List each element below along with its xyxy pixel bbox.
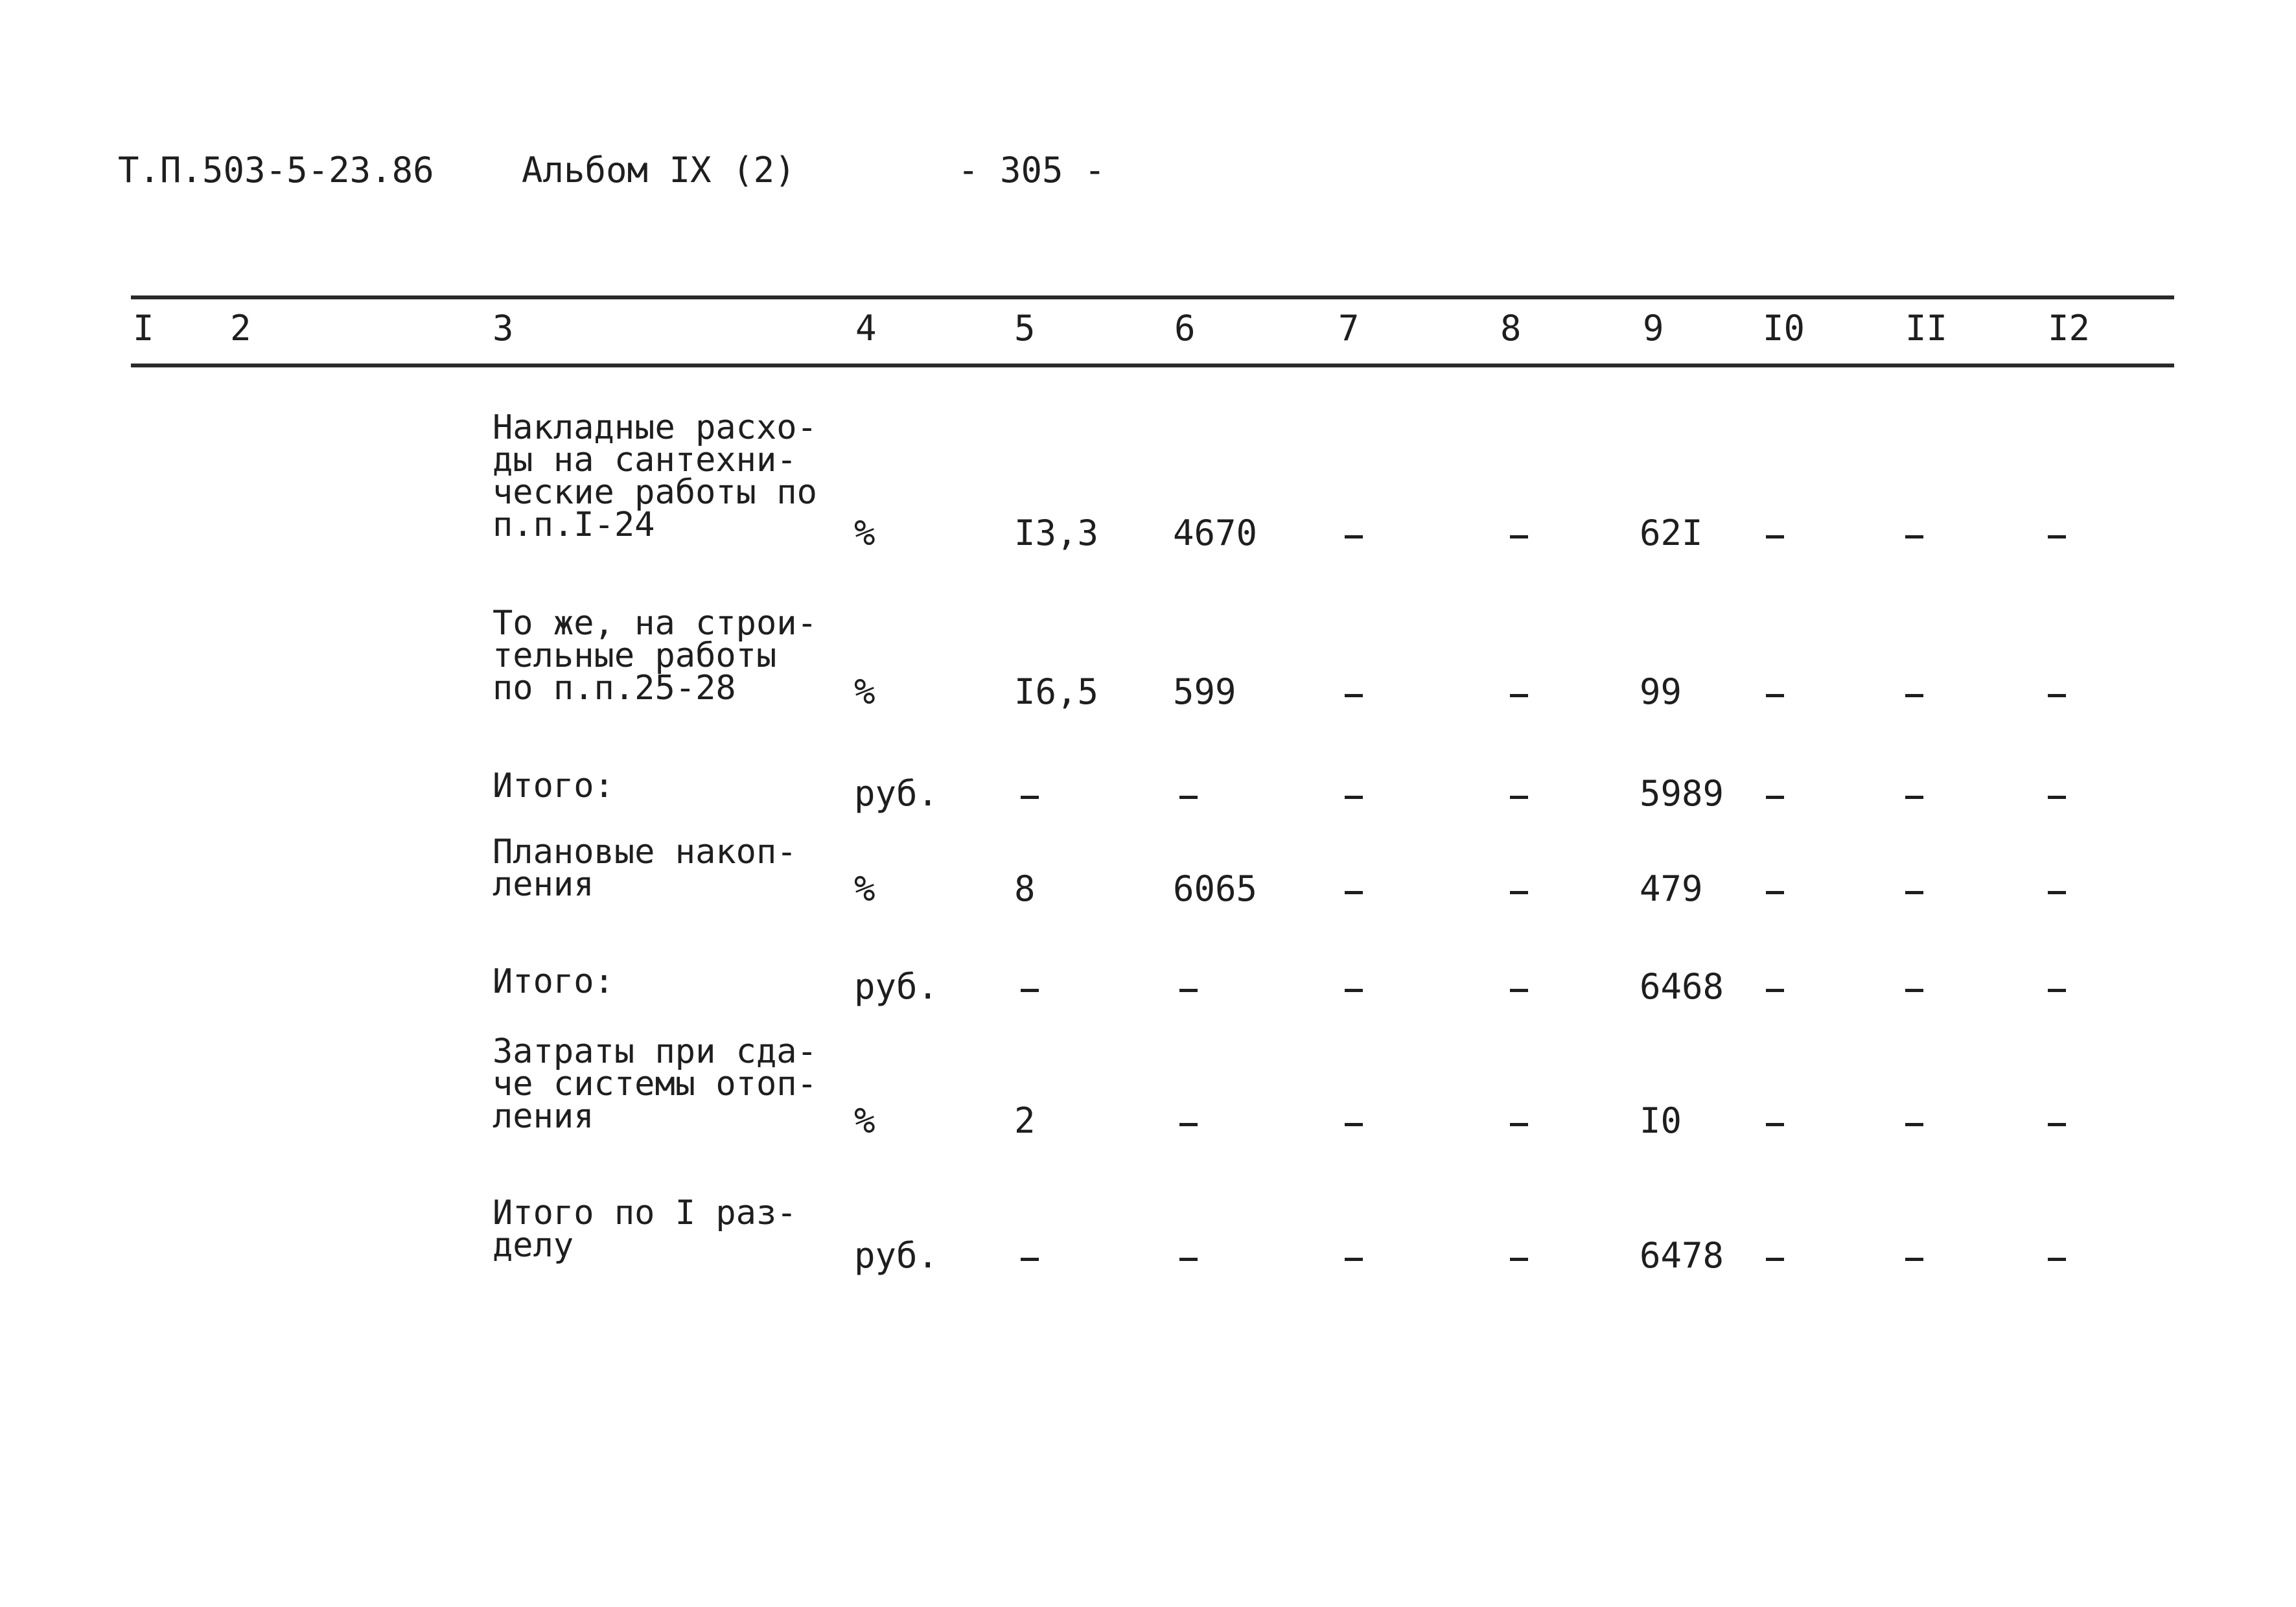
row-dash-c7 [1345, 694, 1363, 697]
row-dash-c11 [1905, 796, 1923, 799]
row-dash-c7 [1345, 891, 1363, 894]
row-value-c9: 99 [1640, 671, 1682, 712]
row-dash-c8 [1510, 796, 1528, 799]
row-dash-c6 [1179, 989, 1198, 992]
row-value-c6: 4670 [1173, 513, 1258, 553]
row-dash-c10 [1766, 891, 1784, 894]
row-unit: % [854, 513, 875, 553]
row-dash-c8 [1510, 1258, 1528, 1261]
row-unit: руб. [854, 773, 939, 814]
row-dash-c7 [1345, 796, 1363, 799]
row-dash-c11 [1905, 535, 1923, 538]
row-description: Затраты при сда- че системы отоп- ления [493, 1032, 817, 1136]
row-value-c9: 5989 [1640, 773, 1724, 814]
row-description: Итого: [493, 767, 614, 805]
row-unit: % [854, 1100, 875, 1141]
album-label: Альбом IX (2) [522, 150, 796, 191]
page-number: - 305 - [958, 150, 1106, 191]
row-dash-c12 [2048, 1258, 2066, 1261]
row-value-c5: 2 [1014, 1100, 1036, 1141]
row-description: Итого: [493, 962, 614, 1001]
row-dash-c10 [1766, 1123, 1784, 1126]
row-dash-c12 [2048, 694, 2066, 697]
row-dash-c10 [1766, 796, 1784, 799]
column-header-3: 3 [493, 308, 514, 349]
row-dash-c7 [1345, 989, 1363, 992]
column-header-4: 4 [855, 308, 877, 349]
row-value-c9: 6478 [1640, 1235, 1724, 1276]
column-header-2: 2 [230, 308, 251, 349]
row-value-c9: 6468 [1640, 966, 1724, 1007]
column-header-11: II [1905, 308, 1948, 349]
column-header-10: I0 [1763, 308, 1805, 349]
row-dash-c12 [2048, 989, 2066, 992]
row-unit: руб. [854, 1235, 939, 1276]
row-unit: руб. [854, 966, 939, 1007]
row-unit: % [854, 868, 875, 909]
row-value-c6: 6065 [1173, 868, 1258, 909]
row-dash-c5 [1021, 796, 1039, 799]
row-description: Итого по I раз- делу [493, 1194, 797, 1265]
row-value-c9: 62I [1640, 513, 1703, 553]
row-dash-c11 [1905, 694, 1923, 697]
row-dash-c5 [1021, 1258, 1039, 1261]
row-description: То же, на строи- тельные работы по п.п.25-28 [493, 604, 817, 708]
row-description: Плановые накоп- ления [493, 833, 797, 904]
table-top-rule [131, 295, 2174, 299]
row-description: Накладные расхо- ды на сантехни- ческие работы по п.п.I-24 [493, 408, 817, 544]
row-value-c6: 599 [1173, 671, 1236, 712]
row-value-c9: I0 [1640, 1100, 1682, 1141]
row-dash-c10 [1766, 694, 1784, 697]
column-header-12: I2 [2048, 308, 2091, 349]
row-dash-c6 [1179, 796, 1198, 799]
row-dash-c7 [1345, 1258, 1363, 1261]
row-dash-c6 [1179, 1123, 1198, 1126]
row-dash-c10 [1766, 1258, 1784, 1261]
row-value-c9: 479 [1640, 868, 1703, 909]
row-dash-c8 [1510, 989, 1528, 992]
row-dash-c7 [1345, 535, 1363, 538]
row-dash-c8 [1510, 694, 1528, 697]
row-value-c5: I6,5 [1014, 671, 1099, 712]
row-dash-c10 [1766, 989, 1784, 992]
row-dash-c8 [1510, 535, 1528, 538]
row-dash-c12 [2048, 1123, 2066, 1126]
row-dash-c10 [1766, 535, 1784, 538]
row-dash-c12 [2048, 891, 2066, 894]
table-header-bottom-rule [131, 364, 2174, 367]
column-header-1: I [133, 308, 154, 349]
row-dash-c11 [1905, 989, 1923, 992]
row-dash-c6 [1179, 1258, 1198, 1261]
row-dash-c5 [1021, 989, 1039, 992]
row-dash-c7 [1345, 1123, 1363, 1126]
row-dash-c8 [1510, 891, 1528, 894]
row-dash-c11 [1905, 1258, 1923, 1261]
row-dash-c11 [1905, 891, 1923, 894]
document-code: Т.П.503-5-23.86 [118, 150, 434, 191]
row-unit: % [854, 671, 875, 712]
row-value-c5: 8 [1014, 868, 1036, 909]
row-value-c5: I3,3 [1014, 513, 1099, 553]
row-dash-c8 [1510, 1123, 1528, 1126]
row-dash-c12 [2048, 535, 2066, 538]
column-header-9: 9 [1643, 308, 1664, 349]
column-header-5: 5 [1014, 308, 1036, 349]
column-header-8: 8 [1500, 308, 1522, 349]
row-dash-c12 [2048, 796, 2066, 799]
row-dash-c11 [1905, 1123, 1923, 1126]
column-header-7: 7 [1338, 308, 1360, 349]
column-header-6: 6 [1174, 308, 1196, 349]
